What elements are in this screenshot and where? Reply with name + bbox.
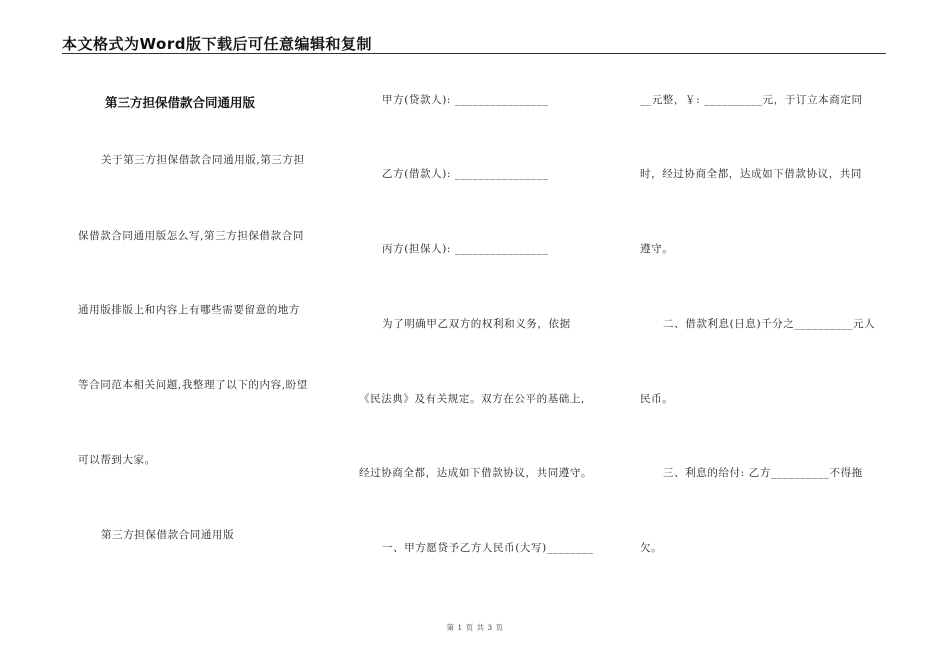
paragraph-line: 等合同范本相关问题,我整理了以下的内容,盼望 <box>78 379 308 391</box>
paragraph-line: 遵守。 <box>640 243 674 255</box>
section-heading: 第三方担保借款合同通用版 <box>101 529 235 541</box>
clause-line: 三、利息的给付: 乙方__________不得拖 <box>663 467 863 479</box>
party-a-line: 甲方(贷款人): ________________ <box>382 94 549 106</box>
paragraph-line: 经过协商全都，达成如下借款协议，共同遵守。 <box>359 467 593 479</box>
party-c-line: 丙方(担保人): ________________ <box>382 243 549 255</box>
paragraph-line: 《民法典》及有关规定。双方在公平的基础上, <box>359 393 585 405</box>
document-header <box>62 33 886 54</box>
paragraph-line: 欠。 <box>640 542 663 554</box>
paragraph-line: 民币。 <box>640 393 674 405</box>
clause-line: 二、借款利息(日息)千分之__________元人 <box>663 318 876 330</box>
paragraph-line: 时，经过协商全都，达成如下借款协议，共同 <box>640 168 862 180</box>
paragraph-line: __元整，￥: __________元，于订立本商定同 <box>640 94 863 106</box>
header-text: 本文格式为Word版下载后可任意编辑和复制 <box>62 35 372 53</box>
paragraph-line: 通用版排版上和内容上有哪些需要留意的地方 <box>78 304 300 316</box>
document-title: 第三方担保借款合同通用版 <box>105 95 256 110</box>
party-b-line: 乙方(借款人): ________________ <box>382 168 549 180</box>
page-number: 第 1 页 共 3 页 <box>446 623 504 632</box>
clause-line: 一、甲方愿贷予乙方人民币(大写)________ <box>382 542 594 554</box>
paragraph-line: 关于第三方担保借款合同通用版,第三方担 <box>101 154 305 166</box>
paragraph-line: 保借款合同通用版怎么写,第三方担保借款合同 <box>78 230 304 242</box>
paragraph-line: 为了明确甲乙双方的权利和义务，依据 <box>382 318 571 330</box>
paragraph-line: 可以帮到大家。 <box>78 454 156 466</box>
